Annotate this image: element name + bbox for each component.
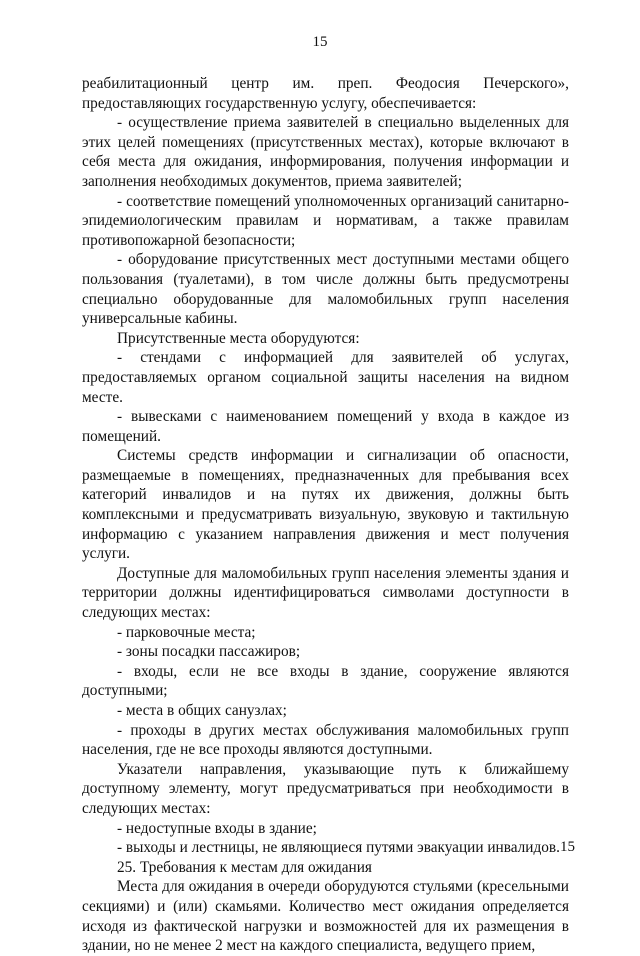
paragraph: реабилитационный центр им. преп. Феодосия Печерского», предоставляющих государственную услугу, обеспечивается:	[82, 75, 569, 112]
paragraph: - соответствие помещений уполномоченных организаций санитарно-эпидемиологическим правилам и нормативам, а также правилам противопожарной безопасности;	[82, 192, 569, 249]
list-item: - проходы в других местах обслуживания маломобильных групп населения, где не все проходы являются доступными.	[82, 721, 569, 759]
paragraph: Присутственные места оборудуются:	[117, 329, 360, 347]
paragraph: Места для ожидания в очереди оборудуются стульями (кресельными секциями) и (или) скамьями. Количество мест ожидания определяется исходя из фактической нагрузки и возможностей для их размещения в здании, но не менее 2 мест на каждого специалиста, ведущего прием,	[82, 878, 569, 955]
paragraph: Указатели направления, указывающие путь к ближайшему доступному элементу, могут предусматриваться при необходимости в следующих местах:	[82, 760, 569, 817]
paragraph: Доступные для маломобильных групп населения элементы здания и территории должны идентифицироваться символами доступности в следующих местах:	[82, 564, 569, 622]
list-item: - зоны посадки пассажиров;	[117, 643, 301, 661]
list-item: - парковочные места;	[117, 623, 256, 641]
list-item: - места в общих санузлах;	[117, 702, 287, 719]
paragraph: - вывесками с наименованием помещений у входа в каждое из помещений.	[82, 408, 569, 445]
paragraph: - осуществление приема заявителей в специально выделенных для этих целей помещениях (присутственных местах), которые включают в себя места для ожидания, информирования, получения информации и заполнения необходимых документов, приема заявителей;	[82, 114, 569, 190]
list-item: - выходы и лестницы, не являющиеся путями эвакуации инвалидов.	[117, 839, 560, 857]
paragraph: - стендами с информацией для заявителей об услугах, предоставляемых органом социальной защиты населения на видном месте.	[82, 349, 569, 406]
paragraph: Системы средств информации и сигнализации об опасности, размещаемые в помещениях, предназначенных для пребывания всех категорий инвалидов и на путях их движения, должны быть комплексными и предусматривать визуальную, звуковую и тактильную информацию с указанием направления движения и мест получения услуги.	[82, 447, 569, 563]
document-body	[82, 74, 569, 956]
page-number-top: 15	[312, 34, 328, 50]
section-heading: 25. Требования к местам для ожидания	[117, 858, 372, 876]
paragraph: - оборудование присутственных мест доступными местами общего пользования (туалетами), в том числе должны быть предусмотрены специально оборудованные для маломобильных групп населения универсальные кабины.	[82, 251, 569, 328]
list-item: - входы, если не все входы в здание, сооружение являются доступными;	[82, 662, 569, 700]
list-item: - недоступные входы в здание;	[117, 819, 317, 837]
page-number-bottom: 15	[560, 839, 575, 855]
